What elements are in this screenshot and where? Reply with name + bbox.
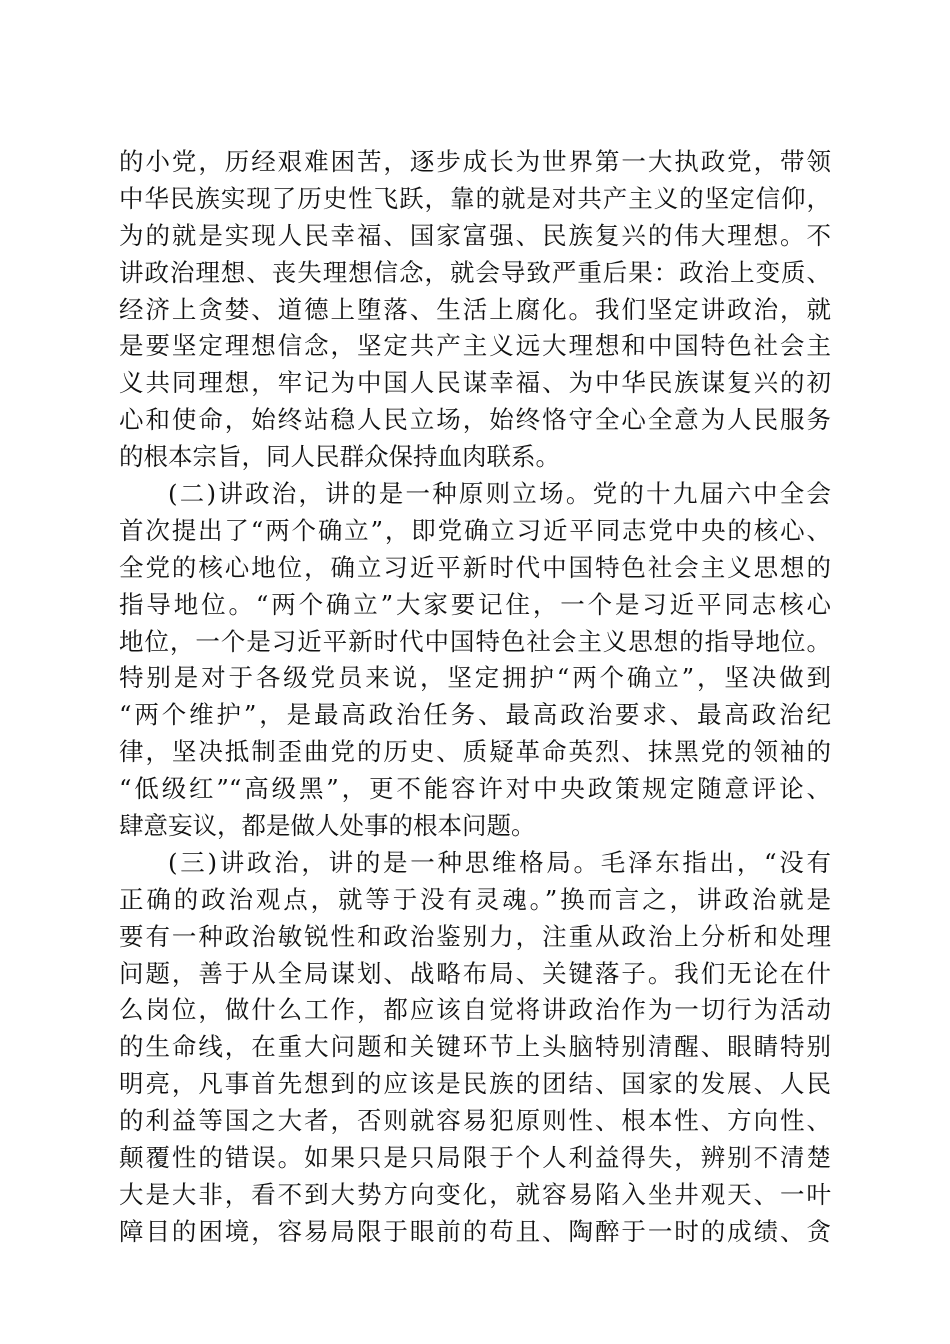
paragraph-principle-stance	[119, 476, 831, 845]
text-line: 么岗位，做什么工作，都应该自觉将讲政治作为一切行为活动	[119, 995, 831, 1025]
text-line: 全党的核心地位，确立习近平新时代中国特色社会主义思想的	[119, 552, 831, 582]
text-line: 的根本宗旨，同人民群众保持血肉联系。	[119, 442, 560, 472]
text-line: “两个维护”，是最高政治任务、最高政治要求、最高政治纪	[119, 700, 831, 730]
text-line: 障目的困境，容易局限于眼前的苟且、陶醉于一时的成绩、贪	[119, 1216, 831, 1246]
text-line: 正确的政治观点，就等于没有灵魂。”换而言之，讲政治就是	[119, 884, 831, 914]
text-line: 讲政治理想、丧失理想信念，就会导致严重后果：政治上变质、	[119, 257, 831, 287]
text-line: 中华民族实现了历史性飞跃，靠的就是对共产主义的坚定信仰，	[119, 183, 831, 213]
text-line: 肆意妄议，都是做人处事的根本问题。	[119, 811, 536, 841]
text-line: 要有一种政治敏锐性和政治鉴别力，注重从政治上分析和处理	[119, 921, 831, 951]
text-line: 大是大非，看不到大势方向变化，就容易陷入坐井观天、一叶	[119, 1179, 831, 1209]
text-line: 特别是对于各级党员来说，坚定拥护“两个确立”，坚决做到	[119, 663, 831, 693]
text-line: 问题，善于从全局谋划、战略布局、关键落子。我们无论在什	[119, 958, 831, 988]
text-line: 的生命线，在重大问题和关键环节上头脑特别清醒、眼睛特别	[119, 1032, 831, 1062]
paragraph-thinking-pattern	[119, 845, 831, 1251]
text-line: 首次提出了“两个确立”，即党确立习近平同志党中央的核心、	[119, 515, 831, 545]
text-line: 的小党，历经艰难困苦，逐步成长为世界第一大执政党，带领	[119, 147, 831, 176]
text-line: 指导地位。“两个确立”大家要记住，一个是习近平同志核心	[119, 589, 831, 619]
text-line: 义共同理想，牢记为中国人民谋幸福、为中华民族谋复兴的初	[119, 368, 831, 398]
text-line: 颠覆性的错误。如果只是只局限于个人利益得失，辨别不清楚	[119, 1143, 831, 1173]
text-line: 为的就是实现人民幸福、国家富强、民族复兴的伟大理想。不	[119, 220, 831, 250]
text-line: 心和使命，始终站稳人民立场，始终恪守全心全意为人民服务	[119, 405, 831, 435]
text-line: 明亮，凡事首先想到的应该是民族的团结、国家的发展、人民	[119, 1069, 831, 1099]
section-heading-line: (二)讲政治，讲的是一种原则立场。党的十九届六中全会	[168, 479, 831, 509]
text-line: 律，坚决抵制歪曲党的历史、质疑革命英烈、抹黑党的领袖的	[119, 737, 831, 767]
text-line: 是要坚定理想信念，坚定共产主义远大理想和中国特色社会主	[119, 331, 831, 361]
text-line: 经济上贪婪、道德上堕落、生活上腐化。我们坚定讲政治，就	[119, 294, 831, 324]
document-body	[119, 144, 831, 1251]
paragraph-ideals	[119, 144, 831, 476]
text-line: 的利益等国之大者，否则就容易犯原则性、根本性、方向性、	[119, 1106, 831, 1136]
text-line: 地位，一个是习近平新时代中国特色社会主义思想的指导地位。	[119, 626, 831, 656]
section-heading-line: (三)讲政治，讲的是一种思维格局。毛泽东指出，“没有	[168, 847, 831, 877]
text-line: “低级红”“高级黑”，更不能容许对中央政策规定随意评论、	[119, 774, 831, 804]
